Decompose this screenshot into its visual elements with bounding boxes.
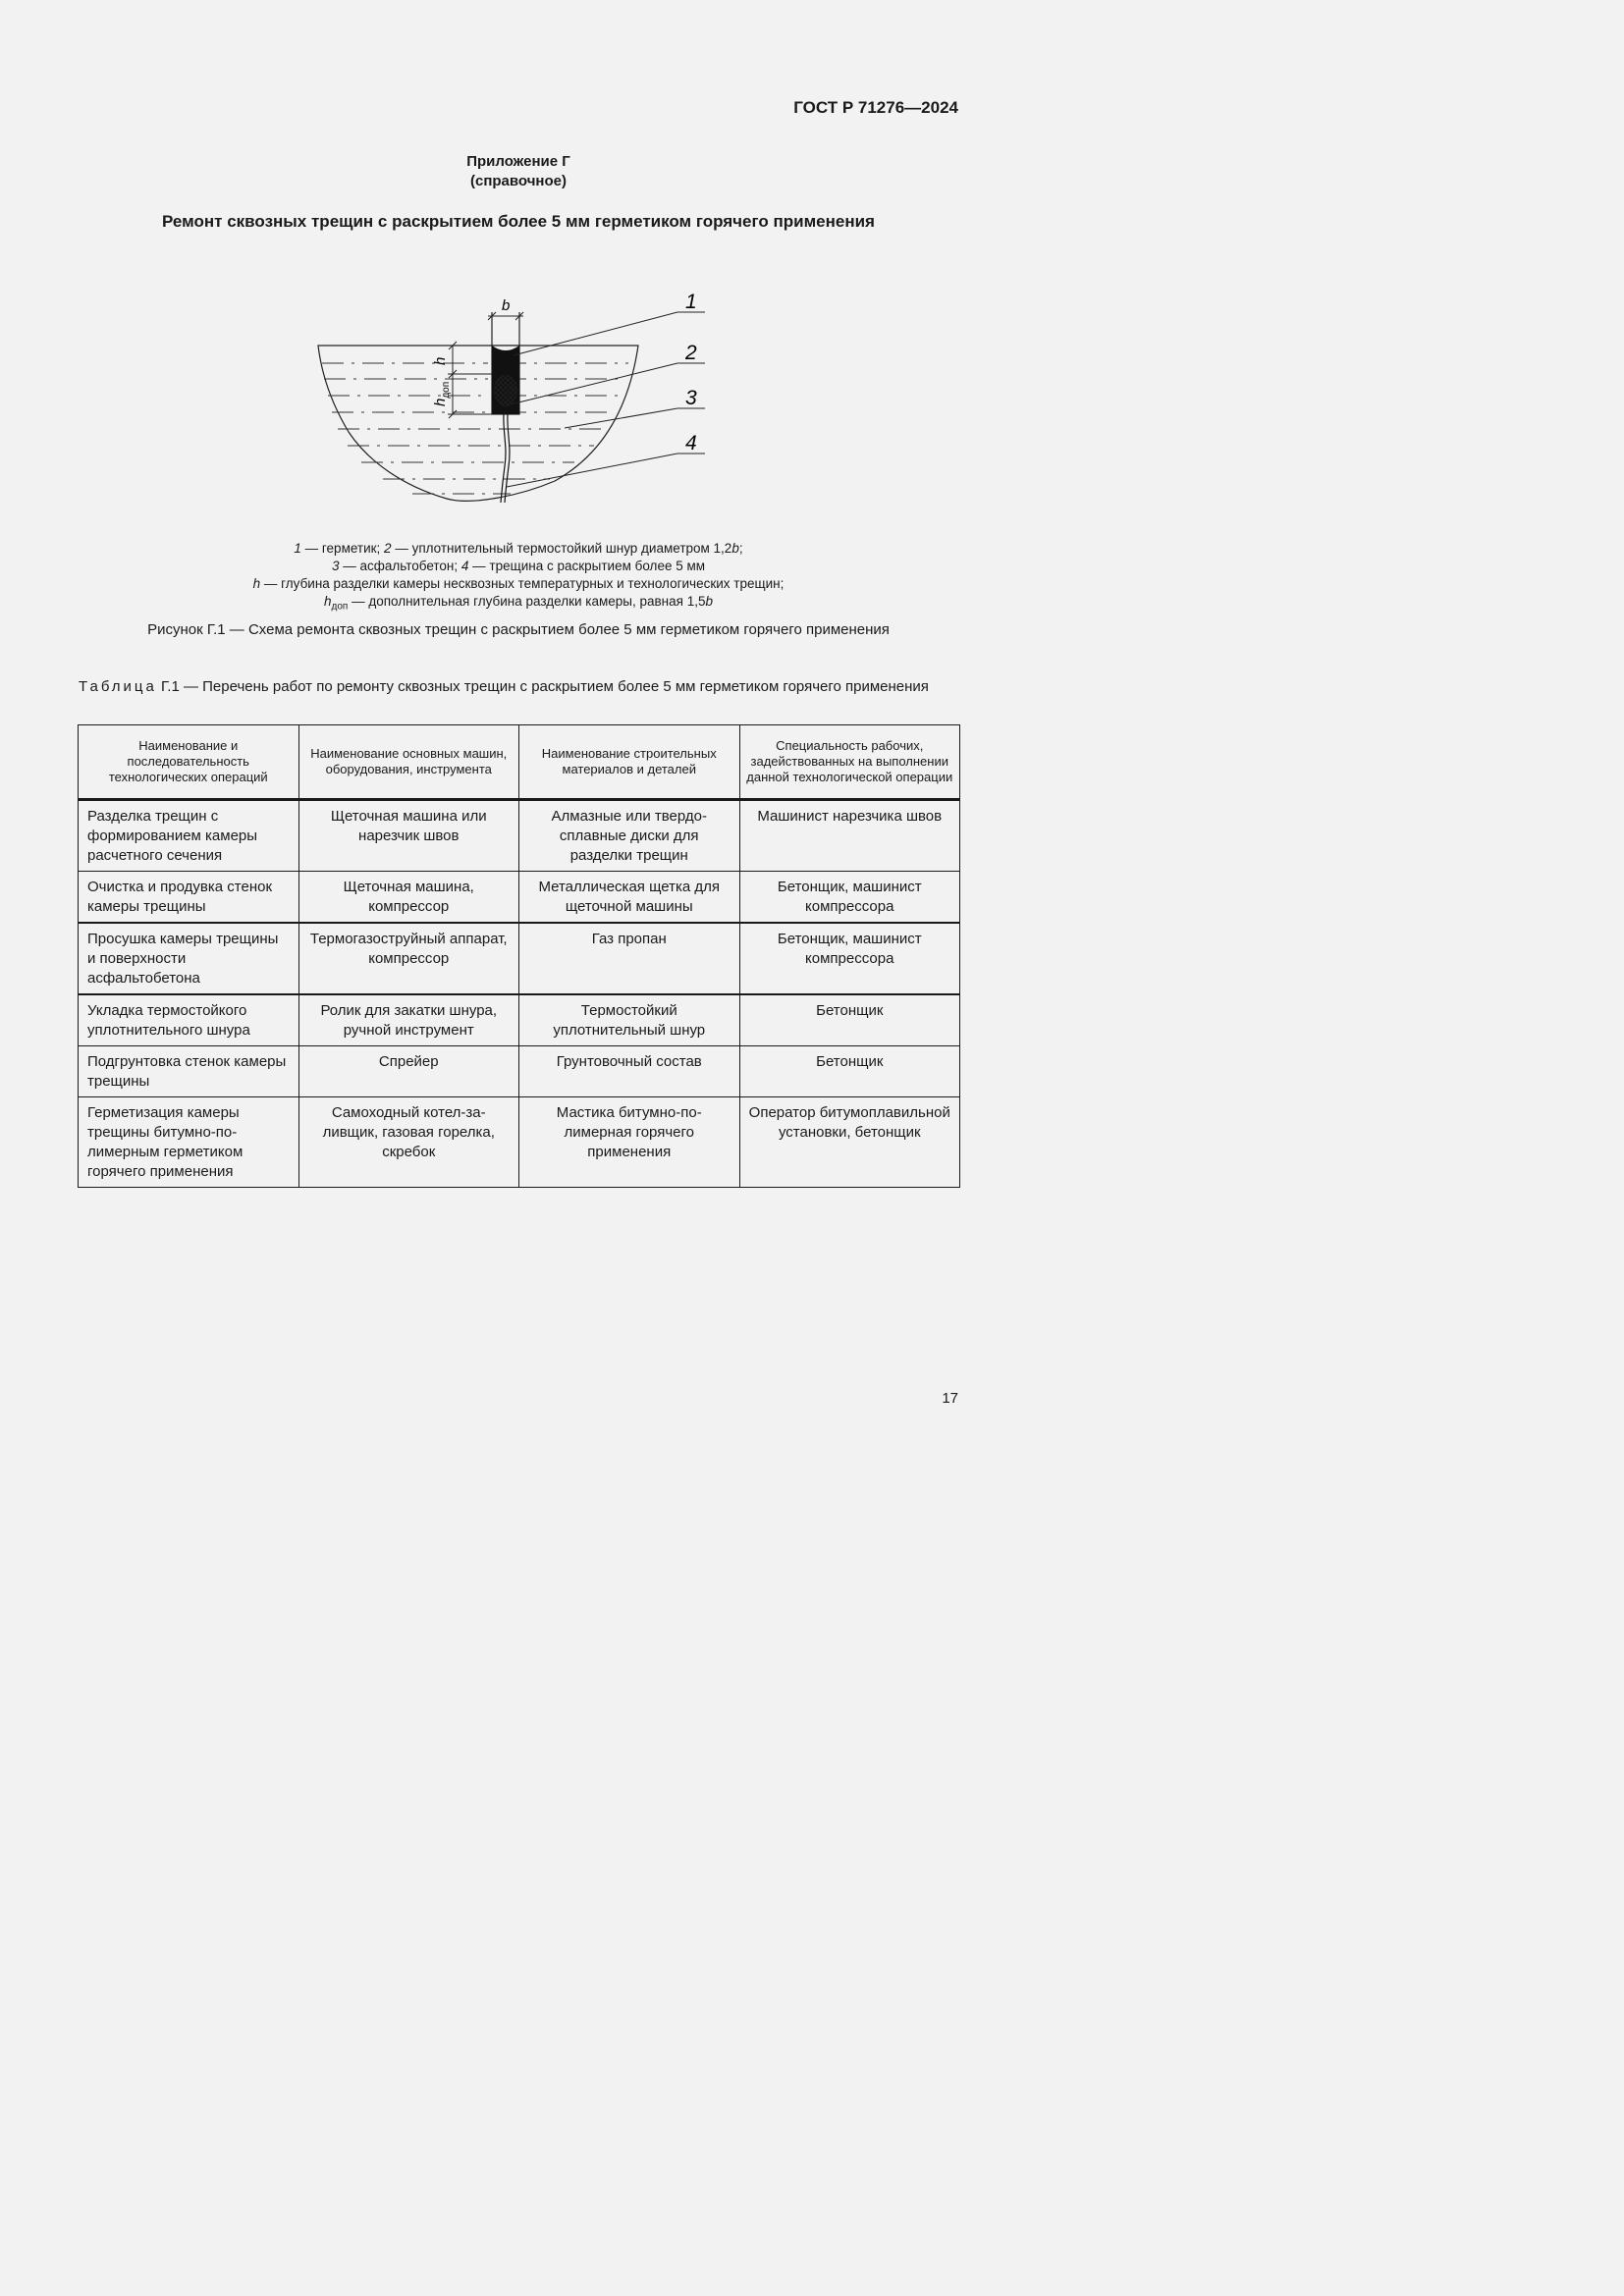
header-machines: Наименование основных машин, оборудования, инструмента	[298, 725, 519, 800]
table-cell: Щеточная машина, компрессор	[298, 872, 519, 924]
label-b: b	[502, 297, 511, 314]
page-number: 17	[942, 1390, 958, 1407]
table-cell: Мастика битумно-полимерная горячего применения	[519, 1097, 740, 1188]
table-cell: Разделка трещин с формированием камеры расчетного сечения	[79, 800, 299, 872]
table-cell: Оператор битумоплавильной установки, бетонщик	[739, 1097, 960, 1188]
table-cell: Ролик для закатки шнура, ручной инструмент	[298, 994, 519, 1046]
figure-caption: Рисунок Г.1 — Схема ремонта сквозных трещин с раскрытием более 5 мм герметиком горячего применения	[147, 621, 890, 638]
works-table	[78, 724, 960, 1188]
figure-legend-line-1: 1 — герметик; 2 — уплотнительный термостойкий шнур диаметром 1,2b;	[294, 541, 743, 556]
figure-legend-line-2: 3 — асфальтобетон; 4 — трещина с раскрытием более 5 мм	[331, 559, 706, 573]
label-h: h	[432, 356, 449, 365]
table-row	[79, 923, 960, 994]
header-workers: Специальность рабочих, задействованных на выполнении данной технологической операции	[739, 725, 960, 800]
table-row	[79, 1097, 960, 1188]
table-cell: Щеточная машина или нарезчик швов	[298, 800, 519, 872]
label-hdop: $h_{доп}$	[432, 381, 452, 406]
table-cell: Металлическая щетка для щеточной машины	[519, 872, 740, 924]
table-row	[79, 1046, 960, 1097]
table-header-row	[79, 725, 960, 800]
header-materials: Наименование строительных материалов и деталей	[519, 725, 740, 800]
table-caption: Таблица Г.1 — Перечень работ по ремонту сквозных трещин с раскрытием более 5 мм герметиком горячего применения	[79, 678, 929, 695]
table-cell: Бетонщик, машинист компрессора	[739, 923, 960, 994]
document-code: ГОСТ Р 71276—2024	[793, 98, 958, 117]
figure-legend-line-3: h — глубина разделки камеры несквозных температурных и технологических трещин;	[252, 576, 785, 591]
table-cell: Укладка термостойкого уплотнительного шнура	[79, 994, 299, 1046]
table-cell: Просушка камеры трещины и поверхности асфальтобетона	[79, 923, 299, 994]
crack-line	[501, 414, 506, 503]
table-cell: Термогазоструйный аппарат, компрессор	[298, 923, 519, 994]
table-cell: Термостойкий уплотнительный шнур	[519, 994, 740, 1046]
label-2: 2	[685, 342, 697, 364]
document-title: Ремонт сквозных трещин с раскрытием более 5 мм герметиком горячего применения	[162, 212, 875, 231]
table-cell: Очистка и продувка стенок камеры трещины	[79, 872, 299, 924]
label-4: 4	[685, 432, 697, 454]
label-1: 1	[685, 291, 697, 313]
table-cell: Спрейер	[298, 1046, 519, 1097]
table-cell: Газ пропан	[519, 923, 740, 994]
header-operations: Наименование и последовательность технологических операций	[79, 725, 299, 800]
appendix-heading	[0, 152, 1037, 191]
sealing-cord	[493, 374, 518, 407]
table-cell: Герметизация камеры трещины битумно-полимерным герметиком горячего применения	[79, 1097, 299, 1188]
appendix-title: Приложение Г	[466, 153, 570, 170]
table-row	[79, 994, 960, 1046]
table-cell: Грунтовочный состав	[519, 1046, 740, 1097]
table-cell: Бетонщик	[739, 994, 960, 1046]
table-cell: Машинист нарезчика швов	[739, 800, 960, 872]
table-cell: Алмазные или твердосплавные диски для разделки трещин	[519, 800, 740, 872]
figure-legend-line-4: $h_{доп}$ — дополнительная глубина разделки камеры, равная 1,5b	[323, 594, 713, 613]
table-cell: Самоходный котел-заливщик, газовая горелка, скребок	[298, 1097, 519, 1188]
appendix-subtitle: (справочное)	[470, 173, 567, 189]
label-3: 3	[685, 387, 697, 409]
table-cell: Бетонщик, машинист компрессора	[739, 872, 960, 924]
table-cell: Подгрунтовка стенок камеры трещины	[79, 1046, 299, 1097]
crack-repair-diagram	[295, 285, 727, 510]
table-row	[79, 800, 960, 872]
table-row	[79, 872, 960, 924]
asphalt-hatching	[322, 363, 628, 494]
table-cell: Бетонщик	[739, 1046, 960, 1097]
